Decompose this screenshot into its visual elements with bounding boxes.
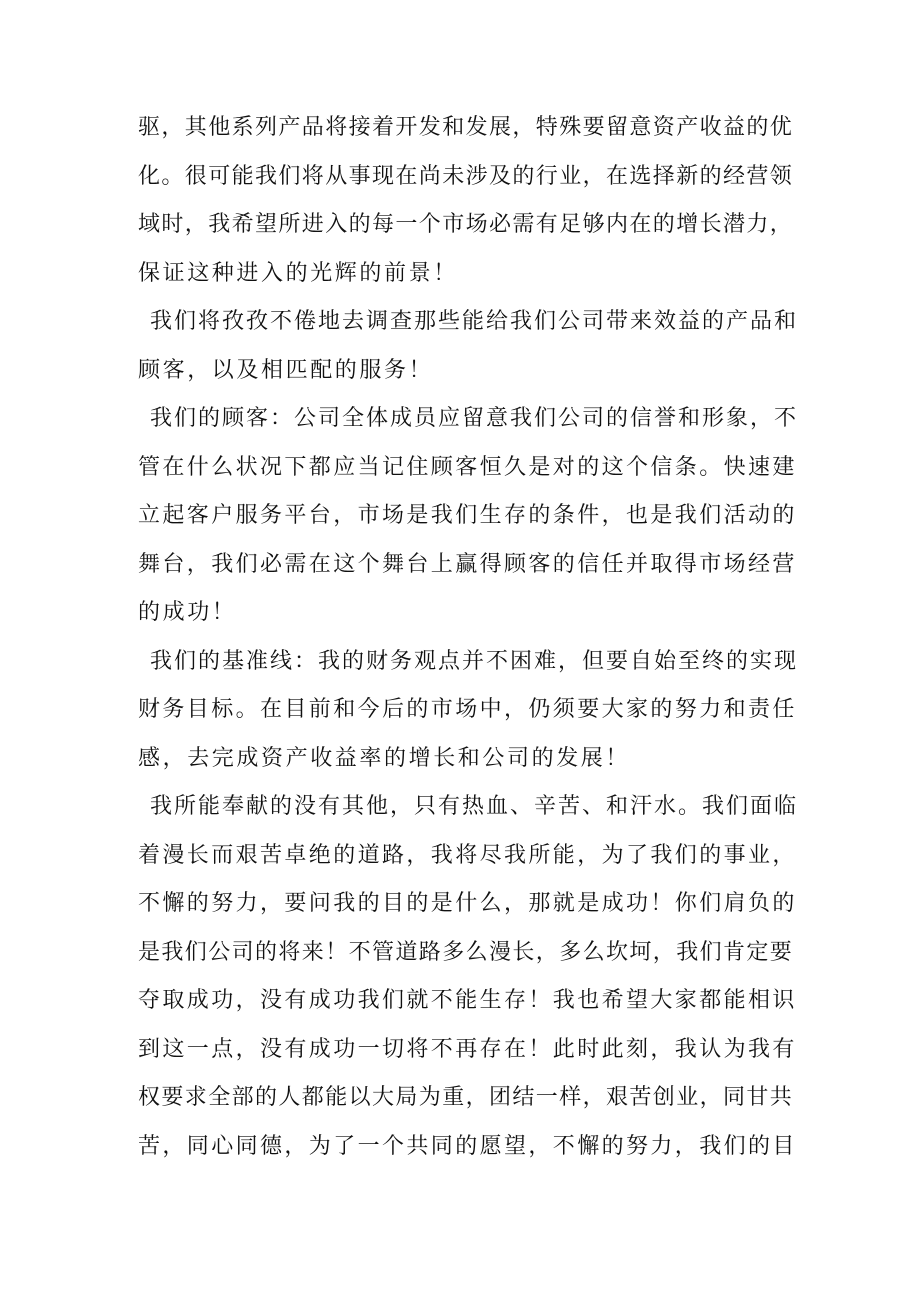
text-line: 顾客，以及相匹配的服务！ [138,357,434,383]
text-line: 驱，其他系列产品将接着开发和发展，特殊要留意资产收益的优 [138,115,794,140]
text-line: 立起客户服务平台，市场是我们生存的条件，也是我们活动的 [138,503,797,528]
text-line: 苦，同心同德，为了一个共同的愿望，不懈的努力，我们的目 [138,1133,797,1159]
text-line: 我们将孜孜不倦地去调查那些能给我们公司带来效益的产品和 [150,309,799,334]
text-line: 不懈的努力，要问我的目的是什么，那就是成功！你们肩负的 [138,891,797,916]
text-line: 舞台，我们必需在这个舞台上赢得顾客的信任并取得市场经营 [138,551,797,577]
text-line: 的成功！ [138,600,237,625]
text-line: 化。很可能我们将从事现在尚未涉及的行业，在选择新的经营领 [138,163,794,189]
text-line: 权要求全部的人都能以大局为重，团结一样，艰苦创业，同甘共 [138,1085,794,1110]
text-line: 着漫长而艰苦卓绝的道路，我将尽我所能，为了我们的事业， [138,842,797,868]
text-line: 感，去完成资产收益率的增长和公司的发展！ [138,745,631,771]
text-line: 到这一点，没有成功一切将不再存在！此时此刻，我认为我有 [138,1036,797,1062]
text-line: 保证这种进入的光辉的前景！ [138,260,458,286]
text-line: 我们的基准线：我的财务观点并不困难，但要自始至终的实现 [150,648,799,674]
text-line: 我们的顾客：公司全体成员应留意我们公司的信誉和形象，不 [150,406,799,431]
text-line: 我所能奉献的没有其他，只有热血、辛苦、和汗水。我们面临 [150,794,799,819]
text-line: 财务目标。在目前和今后的市场中，仍须要大家的努力和责任 [138,697,797,722]
text-line: 夺取成功，没有成功我们就不能生存！我也希望大家都能相识 [138,988,797,1013]
text-line: 域时，我希望所进入的每一个市场必需有足够内在的增长潜力， [138,212,794,237]
text-line: 管在什么状况下都应当记住顾客恒久是对的这个信条。快速建 [138,454,797,480]
body-text [138,104,799,1171]
text-line: 是我们公司的将来！不管道路多么漫长，多么坎坷，我们肯定要 [138,939,794,965]
